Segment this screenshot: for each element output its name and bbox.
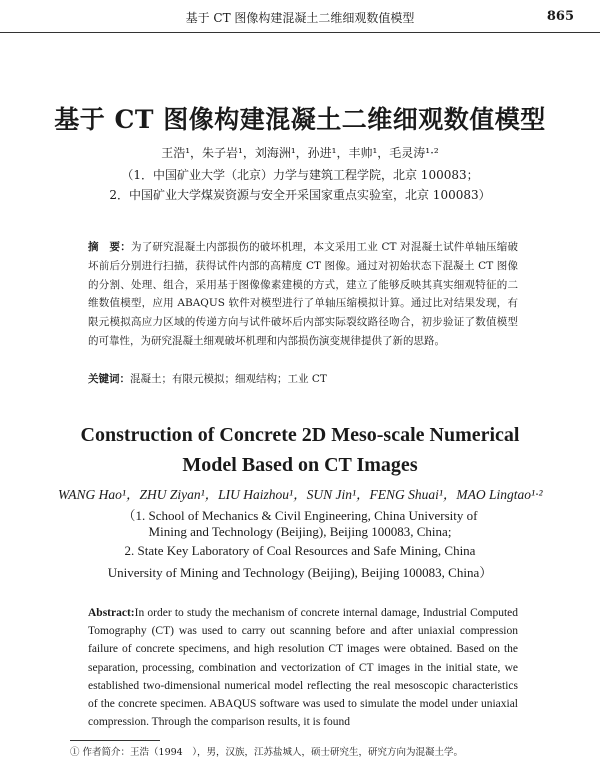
- running-header: [0, 0, 600, 33]
- chinese-title: 基于 CT 图像构建混凝土二维细观数值模型: [54, 105, 546, 134]
- english-affiliation-1b: Mining and Technology (Beijing), Beijing 100083, China;: [148, 524, 452, 539]
- english-title-line2: Model Based on CT Images: [182, 454, 418, 476]
- english-abstract-label: Abstract:: [88, 607, 135, 619]
- chinese-keywords-label: 关键词：: [88, 373, 130, 385]
- english-affiliation-1a: （1. School of Mechanics & Civil Engineering, China University of: [122, 508, 478, 523]
- english-abstract: [88, 604, 518, 731]
- chinese-affiliation-2: 2．中国矿业大学煤炭资源与安全开采国家重点实验室，北京 100083）: [109, 188, 491, 202]
- english-abstract-text: In order to study the mechanism of concrete internal damage, Industrial Computed Tomography (CT) was used to carry out scanning before and after uniaxial compression failure of concrete specimens, and high resolution CT images were obtained. Based on the separation, processing, combination and vectorization of CT images in the initial state, we established two-dimensional numerical model reflecting the real mesoscopic characteristics of the concrete specimen. ABAQUS software was used to simulate the model under uniaxial compression. Through the comparison results, it is found: [88, 607, 518, 729]
- chinese-abstract-label: 摘 要：: [88, 241, 131, 253]
- english-affiliation-2a: 2. State Key Laboratory of Coal Resources and Safe Mining, China: [124, 543, 476, 558]
- chinese-keywords: [88, 371, 518, 386]
- english-authors: WANG Hao¹，ZHU Ziyan¹，LIU Haizhou¹，SUN Jin¹，FENG Shuai¹，MAO Lingtao¹·²: [58, 487, 543, 502]
- running-title: 基于 CT 图像构建混凝土二维细观数值模型: [185, 11, 415, 25]
- english-title-line1: Construction of Concrete 2D Meso-scale Numerical: [80, 424, 520, 446]
- page-number: 865: [546, 9, 574, 24]
- chinese-authors: 王浩¹，朱子岩¹，刘海洲¹，孙进¹，丰帅¹，毛灵涛¹·²: [161, 146, 439, 160]
- author-footnote: ① 作者简介：王浩（1994 ），男，汉族，江苏盐城人，硕士研究生，研究方向为混凝土学。: [70, 747, 463, 758]
- english-affiliation-2b: University of Mining and Technology (Beijing), Beijing 100083, China）: [107, 565, 493, 580]
- chinese-abstract-text: 为了研究混凝土内部损伤的破坏机理，本文采用工业 CT 对混凝土试件单轴压缩破坏前后分别进行扫描，获得试件内部的高精度 CT 图像。通过对初始状态下混凝土 CT 图像的分割、处理、组合，采用基于图像像素建模的方式，建立了能够反映其真实细观特征的二维数值模型，应用 ABAQUS 软件对模型进行了单轴压缩模拟计算。通过比对结果发现，有限元模拟高应力区域的传递方向与试件破坏后内部实际裂纹路径吻合，初步验证了数值模型的可靠性，为研究混凝土细观破坏机理和内部损伤演变规律提供了新的思路。: [88, 241, 518, 347]
- footnote-rule: [70, 740, 160, 741]
- chinese-keywords-text: 混凝土；有限元模拟；细观结构；工业 CT: [130, 373, 327, 385]
- chinese-affiliation-1: （1．中国矿业大学（北京）力学与建筑工程学院，北京 100083；: [121, 168, 479, 182]
- chinese-abstract: [88, 238, 518, 351]
